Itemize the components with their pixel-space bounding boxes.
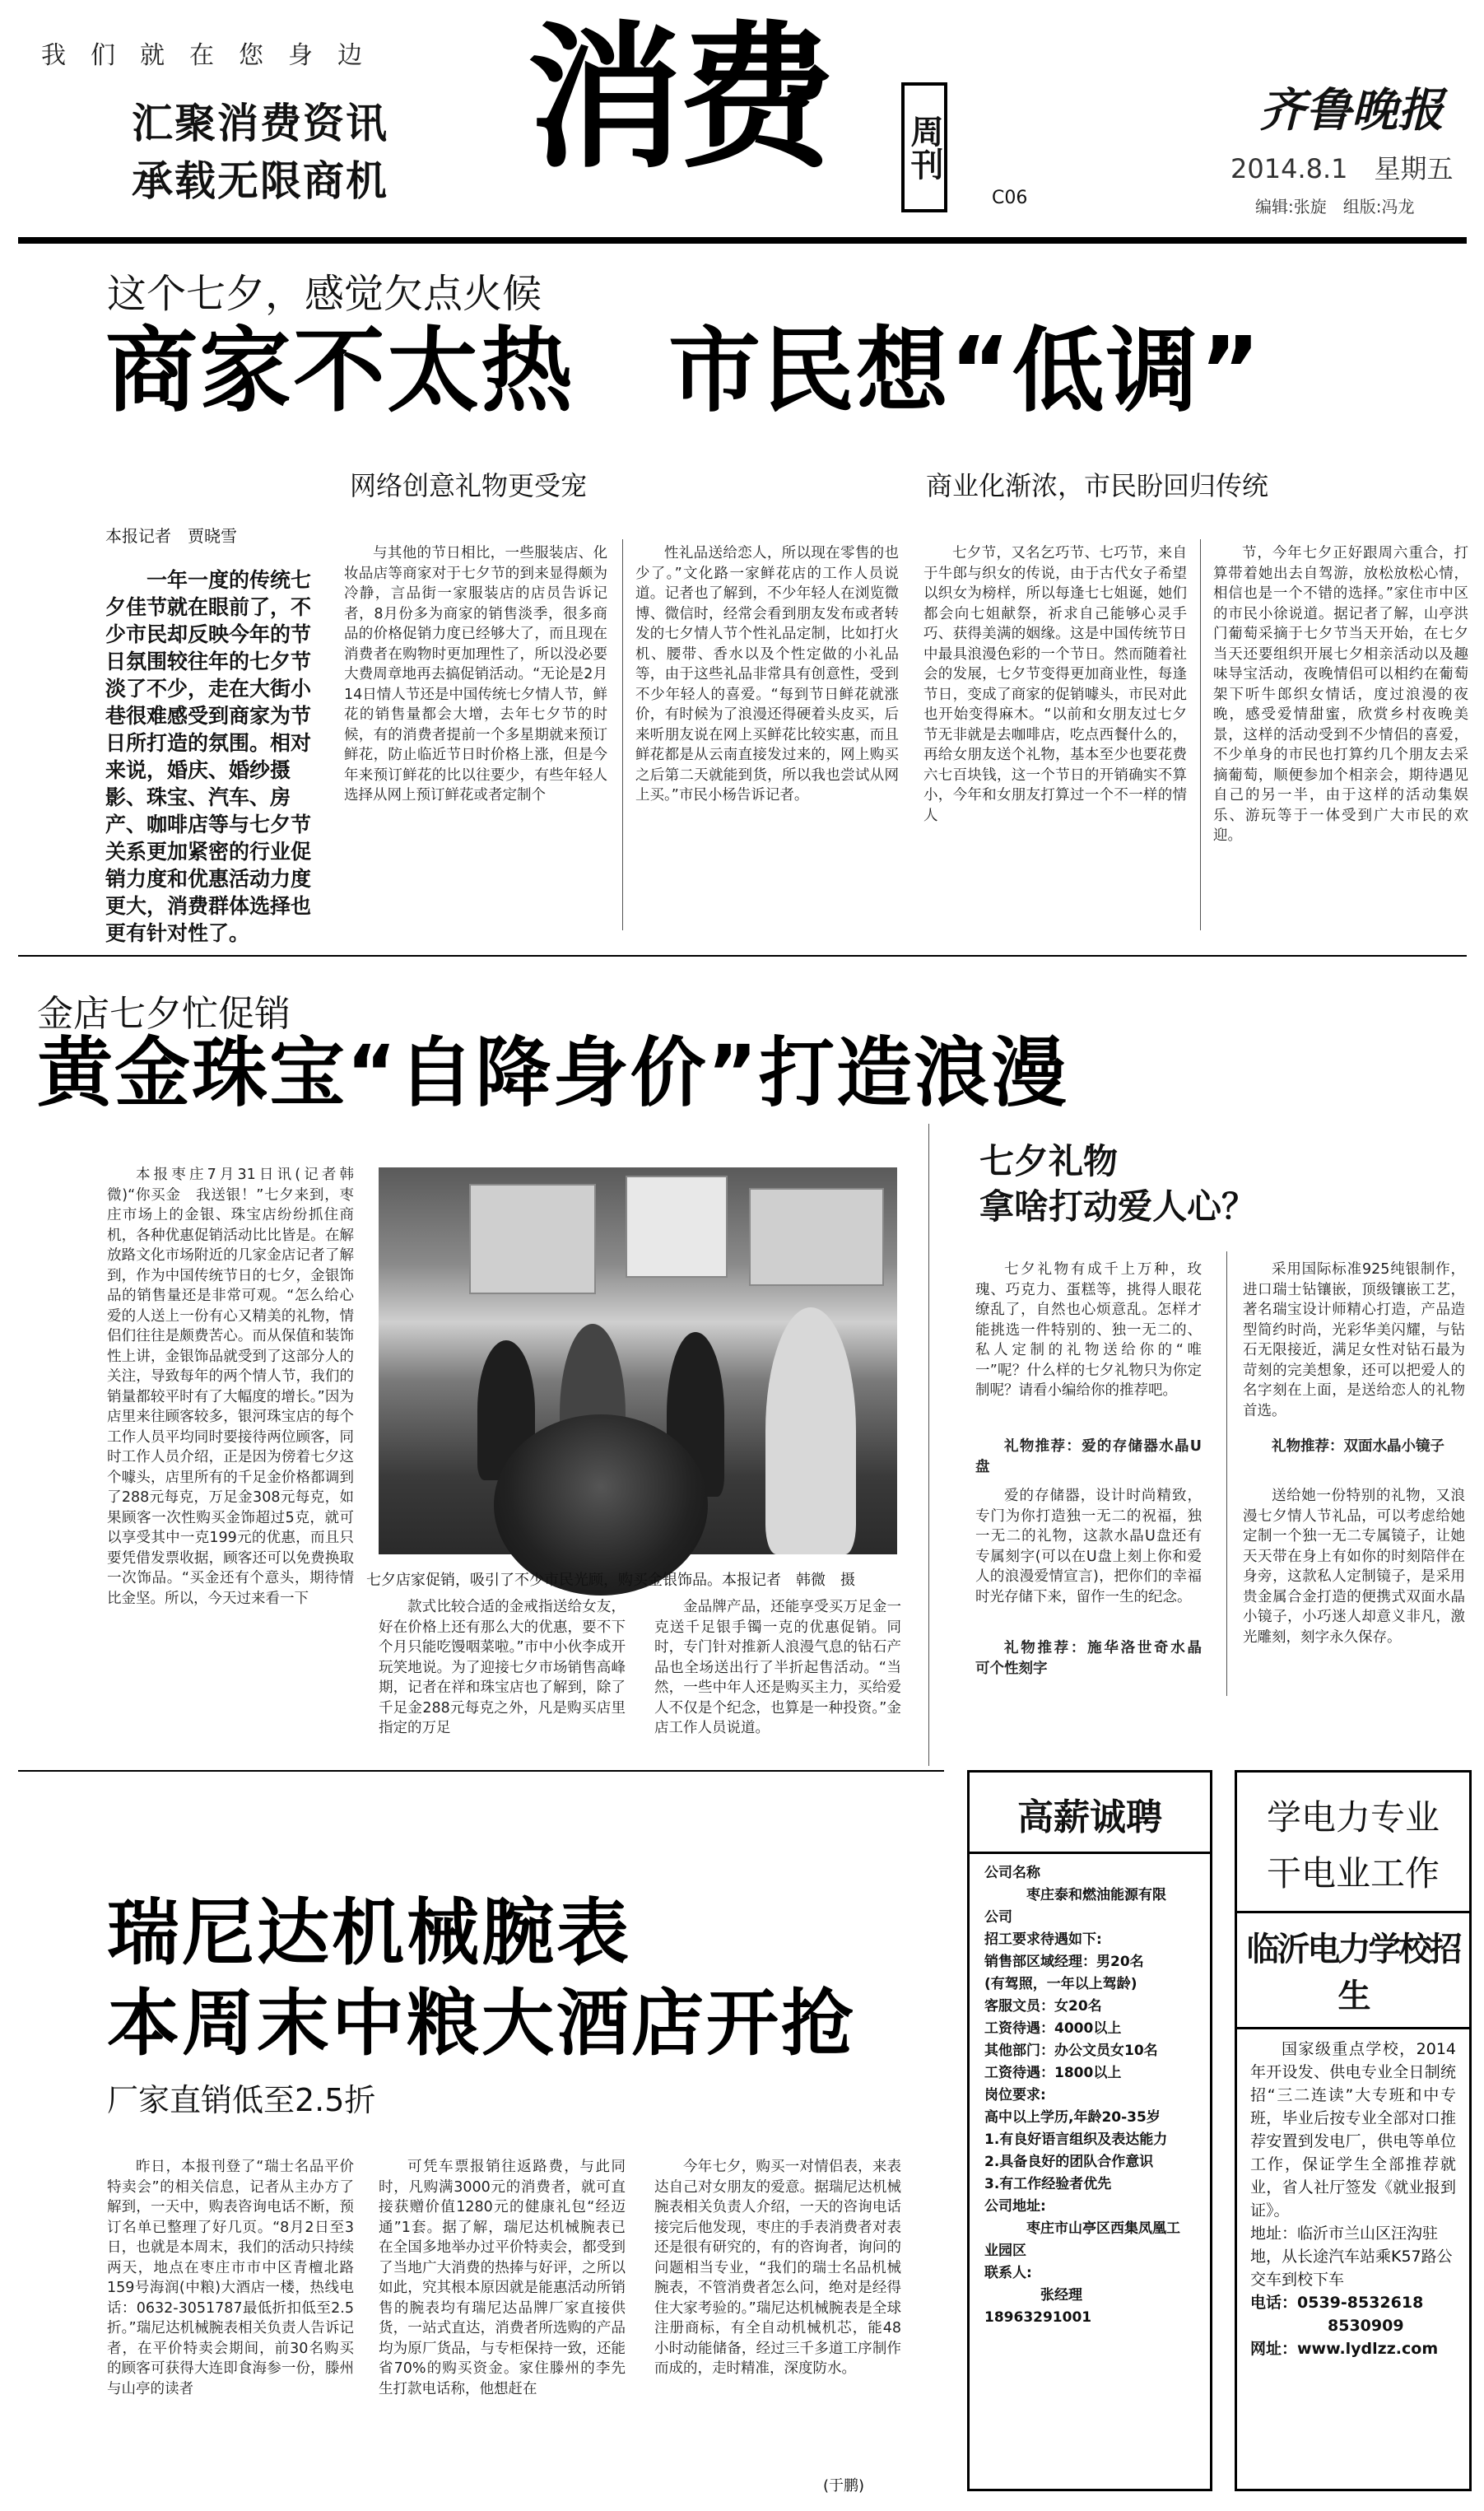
job-ad-line: (有驾照，一年以上驾龄)	[984, 1976, 1137, 1992]
gift-intro-text: 七夕礼物有成千上万种，玫瑰、巧克力、蛋糕等，挑得人眼花缭乱了，自然也心烦意乱。怎样才能挑选一件特别的、独一无二的、私人定制的礼物送给你的“唯一”呢？什么样的七夕礼物只为你定制呢？请看小编给你的推荐吧。	[975, 1261, 1202, 1399]
page-number: C06	[992, 188, 1028, 208]
school-ad-box	[1235, 1770, 1472, 2491]
school-ad-title-2: 干电业工作	[1266, 1853, 1440, 1894]
article1-headline: 商家不太热 市民想“低调”	[105, 318, 1263, 425]
photo-caption: 七夕店家促销，吸引了不少市民光顾，购买金银饰品。本报记者 韩微 摄	[366, 1572, 855, 1589]
job-ad-box	[967, 1770, 1212, 2491]
article3-subhead: 厂家直销低至2.5折	[107, 2082, 376, 2118]
article3-column-3-text: 今年七夕，购买一对情侣表，来表达自己对女朋友的爱意。据瑞尼达机械腕表相关负责人介绍，一天的咨询电话接完后他发现，枣庄的手表消费者对表还是很有研究的，有的咨询者，询问的问题相当专业，“我们的瑞士名品机械腕表，不管消费者怎么问，绝对是经得住大家考验的。”瑞尼达机械腕表是全球注册商标，有全自动机械机芯，能48小时动能储备，经过三千多道工序制作而成的，走时精准，深度防水。	[654, 2159, 901, 2377]
jewelry-store-photo	[379, 1167, 897, 1554]
issue-date: 2014.8.1 星期五	[1230, 153, 1454, 184]
article3-headline-1: 瑞尼达机械腕表	[107, 1890, 632, 1975]
school-ad-phone-2: 8530909	[1328, 2317, 1404, 2335]
article2-column-3-text: 金品牌产品，还能享受买万足金一克送千足银手镯一克的优惠促销。同时，专门针对推新人浪漫气息的钻石产品也全场送出行了半折起售活动。“当然，一些中年人还是购买主力，买给爱人不仅是个纪念，也算是一种投资。”金店工作人员说道。	[654, 1599, 901, 1736]
editor-credit: 编辑:张旋 组版:冯龙	[1255, 197, 1415, 217]
article2-column-1-text: 本报枣庄7月31日讯(记者韩微)“你买金 我送银！”七夕来到，枣庄市场上的金银、珠宝店纷纷抓住商机，各种优惠促销活动比比皆是。在解放路文化市场附近的几家金店记者了解到，作为中国传统节日的七夕，金银饰品的销售量还是非常可观。“怎么给心爱的人送上一份有心又精美的礼物，情侣们往往是颇费苦心。而从保值和装饰性上讲，金银饰品就受到了这部分人的关注，导致每年的两个情人节，我们的销量都较平时有了大幅度的增长。”因为店里来往顾客较多，银河珠宝店的每个工作人员平均同时要接待两位顾客，同时工作人员介绍，正是因为傍着七夕这个噱头，店里所有的千足金价格都调到了288元每克，万足金308元每克，如果顾客一次性购买金饰超过5克，就可以享受其中一克199元的优惠，而且只要凭借发票收据，顾客还可以免费换取一次饰品。“买金还有个意头，期待情比金坚。所以，今天过来看一下	[107, 1167, 354, 1607]
article3-column-3	[654, 2157, 901, 2470]
job-ad-line: 枣庄市山亭区西集凤凰工	[984, 2220, 1180, 2237]
article1-column-4	[923, 543, 1187, 926]
section-title: 消费	[527, 7, 830, 189]
school-ad-phone: 电话：0539-8532618	[1250, 2294, 1424, 2312]
section-rule	[18, 1770, 944, 1772]
school-ad-banner: 临沂电力学校招生	[1237, 1911, 1469, 2029]
school-ad-website: 网址：www.lydlzz.com	[1250, 2340, 1439, 2358]
slogan-line-1: 汇聚消费资讯	[132, 100, 388, 147]
job-ad-line: 枣庄泰和燃油能源有限	[984, 1887, 1166, 1903]
article1-subhead-left: 网络创意礼物更受宠	[350, 470, 588, 501]
slogan-line-2: 承载无限商机	[132, 157, 388, 205]
article2-column-2	[379, 1597, 626, 1754]
job-ad-details	[970, 1862, 1210, 2329]
article1-column-5	[1213, 543, 1468, 926]
article1-column-3-text: 性礼品送给恋人，所以现在零售的也少了。”文化路一家鲜花店的工作人员说道。记者也了解到，不少年轻人在浏览微博、微信时，经常会看到朋友发布或者转发的七夕情人节个性礼品定制，比如打火机、腰带、香水以及个性定做的小礼品等，由于这些礼品非常具有创意性，受到不少年轻人的喜爱。“每到节日鲜花就涨价，有时候为了浪漫还得硬着头皮买，后来听朋友说在网上买鲜花比较实惠，而且鲜花都是从云南直接发过来的，网上购买之后第二天就能到货，所以我也尝试从网上买。”市民小杨告诉记者。	[635, 545, 899, 804]
gift-rec-1-body	[975, 1486, 1202, 1642]
section-rule	[18, 955, 1467, 957]
job-ad-line: 公司地址:	[984, 2198, 1046, 2215]
photo-display-board	[749, 1188, 884, 1286]
article2-column-1	[107, 1165, 354, 1754]
job-ad-line: 工资待遇：1800以上	[984, 2065, 1122, 2081]
job-ad-line: 其他部门：办公文员女10名	[984, 2043, 1158, 2059]
article1-column-3	[635, 543, 899, 926]
job-ad-line: 工资待遇：4000以上	[984, 2020, 1122, 2037]
masthead-rule	[18, 237, 1467, 244]
article1-column-2-text: 与其他的节日相比，一些服装店、化妆品店等商家对于七夕节的到来显得颇为冷静，言品街一家服装店的店员告诉记者，8月份多为商家的销售淡季，很多商品的价格促销力度已经够大了，而且现在消费者在购物时更加理性了，所以没必要大费周章地再去搞促销活动。“无论是2月14日情人节还是中国传统七夕情人节，鲜花的销售量都会大增，去年七夕节的时候，有的消费者提前一个多星期就来预订鲜花，防止临近节日时价格上涨，但是今年来预订鲜花的比以往要少，有些年轻人选择从网上预订鲜花或者定制个	[344, 545, 607, 804]
column-divider	[928, 1124, 929, 1766]
article2-kicker: 金店七夕忙促销	[37, 993, 291, 1035]
job-ad-rule	[970, 1852, 1210, 1854]
photo-display-board	[626, 1176, 728, 1278]
job-ad-line: 公司	[984, 1909, 1012, 1926]
photo-display-board	[469, 1184, 596, 1294]
job-ad-line: 张经理 18963291001	[984, 2287, 1096, 2326]
gift-intro	[975, 1260, 1202, 1457]
article1-subhead-right: 商业化渐浓，市民盼回归传统	[926, 470, 1269, 501]
job-ad-line: 高中以上学历,年龄20-35岁	[984, 2109, 1161, 2126]
job-ad-line: 公司名称	[984, 1865, 1040, 1881]
column-divider	[1226, 1251, 1227, 1696]
article1-column-5-text: 节，今年七夕正好跟周六重合，打算带着她出去自驾游，放松放松心情，相信也是一个不错的选择。”家住市中区的市民小徐说道。据记者了解，山亭洪门葡萄采摘于七夕节当天开始，在七夕当天还要组织开展七夕相亲活动以及趣味导宝活动，夜晚情侣可以相约在葡萄架下听牛郎织女情话，度过浪漫的夜晚，感受爱情甜蜜，欣赏乡村夜晚美景，这样的活动受到不少情侣的喜爱，不少单身的市民也打算约几个朋友去采摘葡萄，顺便参加个相亲会，期待遇见自己的另一半，由于这样的活动集娱乐、游玩等于一体受到广大市民的欢迎。	[1213, 545, 1468, 844]
gift-column-2-text: 采用国际标准925纯银制作，进口瑞士钻镶嵌，顶级镶嵌工艺，著名瑞宝设计师精心打造，产品造型简约时尚，光彩华美闪耀，与钻石无限接近，满足女性对钻石最为苛刻的完美想象，还可以把爱人的名字刻在上面，是送给恋人的礼物首选。	[1243, 1261, 1465, 1419]
column-divider	[1200, 539, 1201, 930]
slogan-top: 我们就在您身边	[41, 41, 387, 70]
article1-column-2	[344, 543, 607, 926]
weekly-badge: 周刊	[901, 82, 947, 212]
article1-byline: 本报记者 贾晓雪	[105, 526, 237, 546]
article1-lead: 一年一度的传统七夕佳节就在眼前了，不少市民却反映今年的节日氛围较往年的七夕节淡了不少，走在大街小巷很难感受到商家为节日所打造的氛围。相对来说，婚庆、婚纱摄影、珠宝、汽车、房产、咖啡店等与七夕节关系更加紧密的行业促销力度和优惠活动力度更大，消费群体选择也更有针对性了。	[105, 568, 312, 945]
job-ad-line: 岗位要求:	[984, 2087, 1046, 2103]
job-ad-line: 联系人:	[984, 2265, 1032, 2281]
article3-headline-2: 本周末中粮大酒店开抢	[107, 1981, 857, 2066]
article1-kicker: 这个七夕，感觉欠点火候	[107, 271, 542, 317]
article3-column-2	[379, 2157, 626, 2486]
newspaper-logo: 齐鲁晚报	[1259, 83, 1444, 137]
job-ad-line: 3.有工作经验者优先	[984, 2176, 1112, 2192]
job-ad-line: 招工要求待遇如下:	[984, 1931, 1102, 1948]
job-ad-line: 销售部区域经理：男20名	[984, 1954, 1144, 1970]
article3-signoff: (于鹏)	[823, 2477, 865, 2495]
gift-title-1: 七夕礼物	[979, 1141, 1119, 1181]
article3-column-1-text: 昨日，本报刊登了“瑞士名品平价特卖会”的相关信息，记者从主办方了解到，一天中，购表咨询电话不断，预订名单已整理了好几页。“8月2日至3日，也就是本周末，我们的活动只持续两天，地点在枣庄市市中区青檀北路159号海润(中粮)大酒店一楼，热线电话：0632-3051787最低折扣低至2.5折。”瑞尼达机械腕表相关负责人告诉记者，在平价特卖会期间，前30名购买的顾客可获得大连即食海参一份，滕州与山亭的读者	[107, 2159, 354, 2397]
article3-column-2-text: 可凭车票报销往返路费，与此同时，凡购满3000元的消费者，就可直接获赠价值1280元的健康礼包“经迈通”1套。据了解，瑞尼达机械腕表已在全国多地举办过平价特卖会，都受到了当地广大消费的热捧与好评，之所以如此，究其根本原因就是能惠活动所销售的腕表均有瑞尼达品牌厂家直接供货，一站式直达，消费者所选购的产品均为原厂货品，与专柜保持一致，还能省70%的购买资金。家住滕州的李先生打款电话称，他想赶在	[379, 2159, 626, 2397]
school-ad-title-1: 学电力专业	[1266, 1797, 1440, 1838]
gift-title-2: 拿啥打动爱人心？	[979, 1186, 1257, 1227]
job-ad-line: 1.有良好语言组织及表达能力	[984, 2131, 1168, 2148]
article3-column-1	[107, 2157, 354, 2486]
article2-column-3	[654, 1597, 901, 1754]
job-ad-line: 客服文员：女20名	[984, 1998, 1102, 2015]
school-ad-address: 地址：临沂市兰山区汪沟驻地，从长途汽车站乘K57路公交车到校下车	[1250, 2224, 1453, 2289]
gift-rec-3-body	[1243, 1486, 1465, 1700]
article2-headline: 黄金珠宝“自降身价”打造浪漫	[37, 1029, 1068, 1117]
school-ad-body: 国家级重点学校，2014年开设发、供电专业全日制统招“三二连读”大专班和中专班，毕业后按专业全部对口推荐安置到发电厂，供电等单位工作，保证学生全部推荐就业，省人社厅签发《就业报到证》。	[1250, 2040, 1456, 2220]
column-divider	[622, 539, 623, 930]
gift-column-2	[1243, 1260, 1465, 1433]
gift-rec-2: 礼物推荐：施华洛世奇水晶 可个性刻字	[975, 1640, 1217, 1677]
photo-customer	[765, 1307, 856, 1554]
article2-column-2-text: 款式比较合适的金戒指送给女友，好在价格上还有那么大的优惠，要不下个月只能吃馒咽菜啦。”市中小伙李成开玩笑地说。为了迎接七夕市场销售高峰期，记者在祥和珠宝店也了解到，除了千足金288元每克之外，凡是购买店里指定的万足	[379, 1599, 626, 1736]
article1-column-4-text: 七夕节，又名乞巧节、七巧节，来自于牛郎与织女的传说，由于古代女子希望以织女为榜样，所以每逢七七姐诞，她们都会向七姐献祭，祈求自己能够心灵手巧、获得美满的姻缘。这是中国传统节日中最具浪漫色彩的一个节日。然而随着社会的发展，七夕节变得更加商业性，每逢节日，变成了商家的促销噱头，市民对此也开始变得麻木。“以前和女朋友过七夕节无非就是去咖啡店，吃点西餐什么的，再给女朋友送个礼物，基本至少也要花费六七百块钱，这一个节日的开销确实不算小，今年和女朋友打算过一个不一样的情人	[923, 545, 1187, 824]
gift-rec-1: 礼物推荐：爱的存储器水晶U盘	[975, 1438, 1202, 1475]
gift-rec-3-text: 送给她一份特别的礼物，又浪漫七夕情人节礼品，可以考虑给她定制一个独一无二专属镜子，让她天天带在身上有如你的时刻陪伴在身旁，这款私人定制镜子，是采用贵金属合金打造的便携式双面水晶小镜子，小巧迷人却意义非凡，激光雕刻，刻字永久保存。	[1243, 1488, 1465, 1646]
gift-rec-1-text: 爱的存储器，设计时尚精致，专门为你打造独一无二的祝福，独一无二的礼物，这款水晶U盘还有专属刻字(可以在U盘上刻上你和爱人的浪漫爱情宣言)，把你们的幸福时光存储下来，留作一生的纪念。	[975, 1488, 1202, 1605]
gift-rec-3: 礼物推荐：双面水晶小镜子	[1272, 1438, 1444, 1455]
job-ad-line: 2.具备良好的团队合作意识	[984, 2154, 1154, 2170]
job-ad-title: 高薪诚聘	[1017, 1796, 1162, 1838]
job-ad-line: 业园区	[984, 2243, 1026, 2259]
